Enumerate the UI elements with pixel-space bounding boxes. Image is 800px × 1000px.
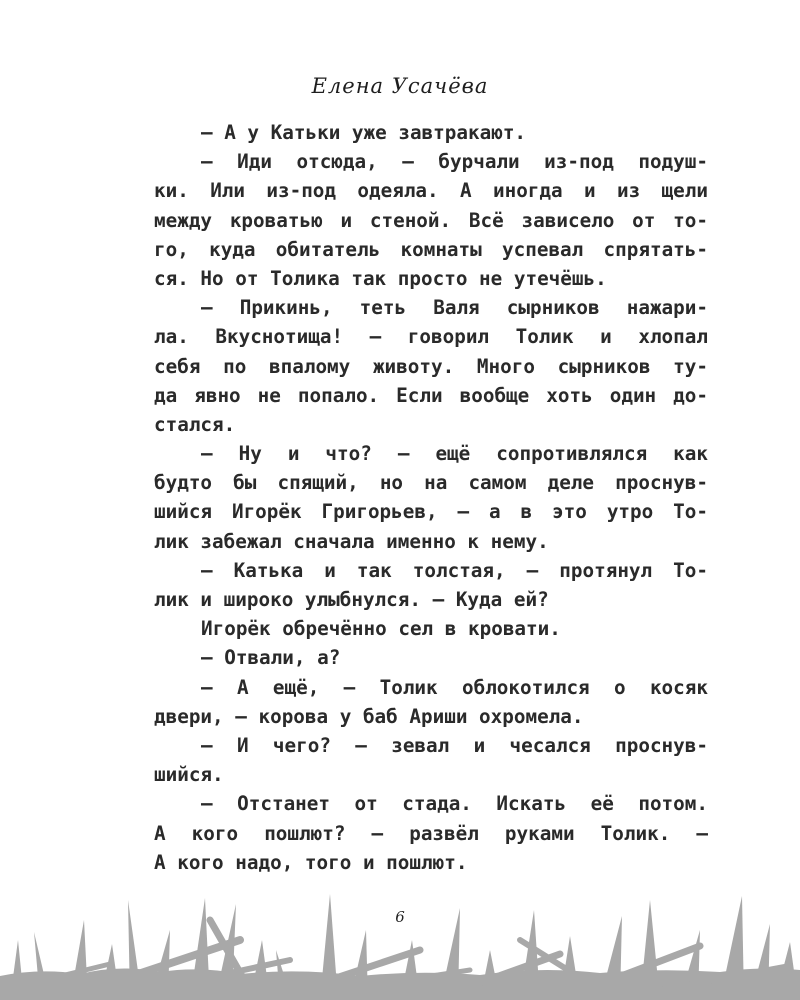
text-line: шийся. — [154, 763, 224, 787]
text-line: ся. Но от Толика так просто не утечёшь. — [154, 266, 607, 290]
running-header-author: Елена Усачёва — [311, 74, 489, 98]
text-line: себя по впалому животу. Много сырников ту- — [154, 354, 708, 378]
text-line: ла. Вкуснотища! — говорил Толик и хлопал — [154, 325, 708, 349]
text-line: го, куда обитатель комнаты успевал спрятать- — [154, 237, 708, 261]
text-line: двери, — корова у баб Ариши охромела. — [154, 704, 584, 728]
page-number: 6 — [395, 908, 405, 926]
text-line: А кого пошлют? — развёл руками Толик. — — [154, 821, 708, 845]
text-line: стался. — [154, 412, 236, 436]
text-line: А кого надо, того и пошлют. — [154, 850, 468, 874]
text-line: — Прикинь, теть Валя сырников нажари- — [201, 296, 708, 320]
text-line: — А ещё, — Толик облокотился о косяк — [201, 675, 708, 699]
text-line: — Отвали, а? — [201, 646, 341, 670]
text-line: шийся Игорёк Григорьев, — а в это утро То- — [154, 500, 708, 524]
body-text — [154, 118, 708, 877]
text-line: Игорёк обречённо сел в кровати. — [201, 617, 561, 641]
text-line: да явно не попало. Если вообще хоть один до- — [154, 383, 708, 407]
text-line: ки. Или из-под одеяла. А иногда и из щели — [154, 179, 708, 203]
text-line: — А у Катьки уже завтракают. — [201, 121, 527, 144]
grass-sticks-decoration — [0, 880, 800, 1000]
text-line: будто бы спящий, но на самом деле проснув- — [154, 471, 708, 495]
text-line: — Иди отсюда, — бурчали из-под подуш- — [201, 150, 708, 174]
text-line: — Ну и что? — ещё сопротивлялся как — [201, 442, 708, 466]
text-line: — И чего? — зевал и чесался проснув- — [201, 733, 708, 757]
text-line: — Отстанет от стада. Искать её потом. — [201, 792, 708, 816]
text-line: — Катька и так толстая, — протянул То- — [201, 558, 708, 582]
text-line: лик и широко улыбнулся. — Куда ей? — [154, 588, 549, 611]
text-line: лик забежал сначала именно к нему. — [154, 529, 549, 553]
text-line: между кроватью и стеной. Всё зависело от то- — [154, 208, 708, 232]
